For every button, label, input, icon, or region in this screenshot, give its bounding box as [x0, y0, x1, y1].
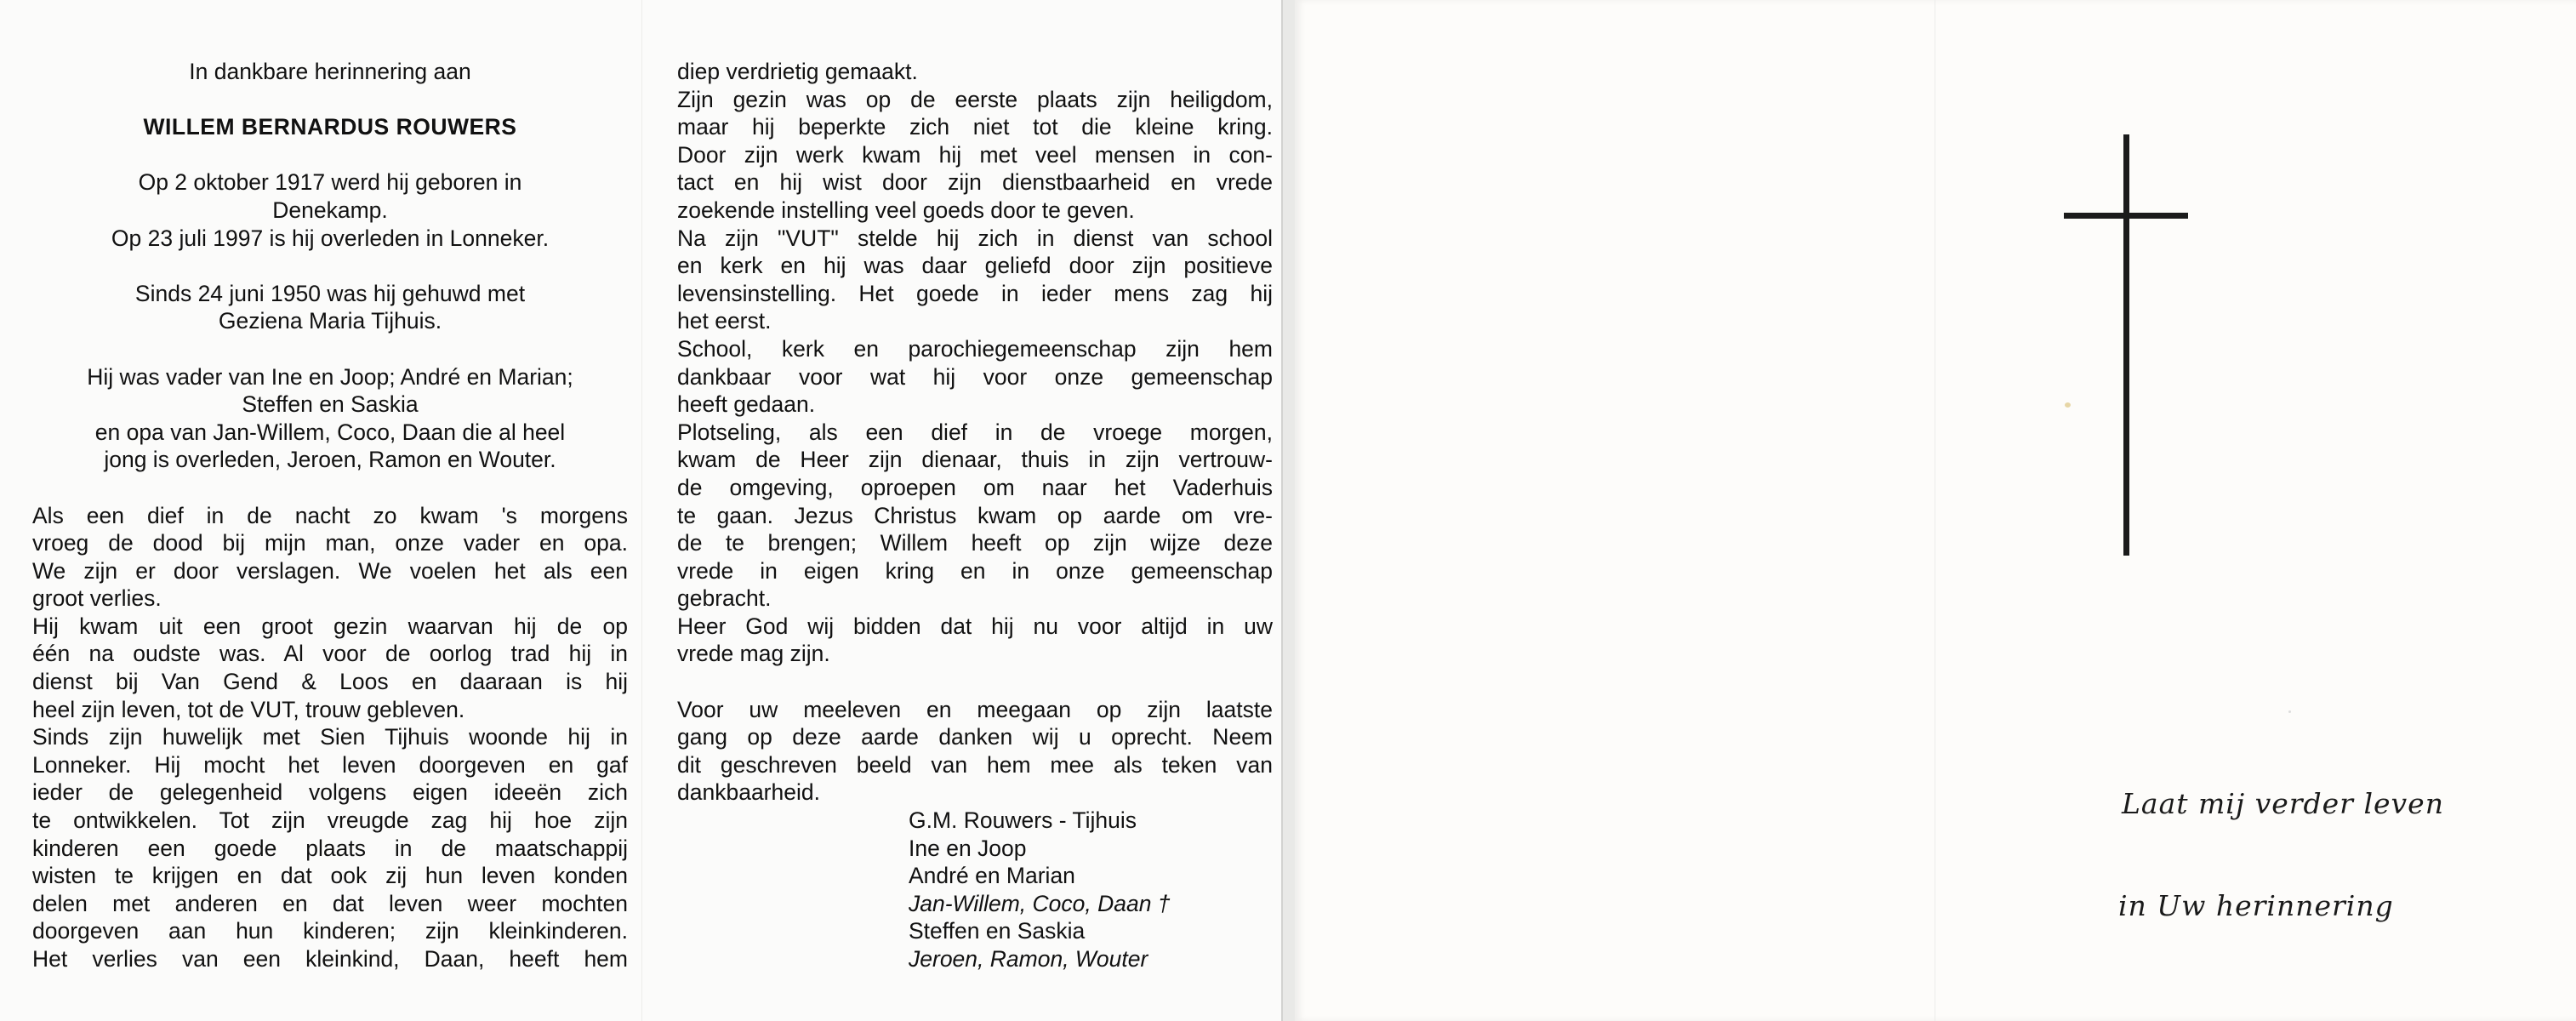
text-line: Door zijn werk kwam hij met veel mensen in con-: [677, 141, 1273, 168]
text-line: gebracht.: [677, 585, 772, 612]
paper-speck: [2065, 402, 2071, 408]
text-line: tact en hij wist door zijn dienstbaarheid en vrede: [677, 169, 1273, 196]
text-line: Plotseling, als een dief in de vroege morgen,: [677, 419, 1273, 445]
text-line: Voor uw meeleven en meegaan op zijn laatste: [677, 696, 1273, 722]
text-line: dit geschreven beeld van hem mee als teken van: [677, 751, 1273, 778]
text-line: wisten te krijgen en dat ook zij hun leven konden: [32, 863, 628, 889]
inner-page: [0, 0, 1283, 1021]
text-column-left: [32, 58, 628, 973]
text-line: groot verlies.: [32, 585, 162, 612]
text-line: dankbaar voor wat hij voor onze gemeenschap: [677, 363, 1273, 390]
marriage-block: [32, 280, 628, 335]
paragraph: [32, 723, 628, 973]
text-line: jong is overleden, Jeroen, Ramon en Wouter.: [104, 447, 556, 473]
text-line: de te brengen; Willem heeft op zijn wijze deze: [677, 530, 1273, 556]
paragraph: [32, 613, 628, 723]
text-line: Geziena Maria Tijhuis.: [218, 308, 442, 334]
text-line: dankbaarheid.: [677, 779, 820, 806]
motto-line: in Uw herinnering: [2118, 889, 2394, 922]
paragraph: [677, 225, 1273, 335]
text-line: Op 23 juli 1997 is hij overleden in Lonneker.: [111, 225, 550, 251]
cross-icon: [2059, 134, 2195, 560]
birth-death-block: [32, 168, 628, 252]
family-block: [32, 363, 628, 474]
signature-line: Jan-Willem, Coco, Daan †: [909, 890, 1171, 916]
signature-line: André en Marian: [909, 863, 1075, 889]
paragraph: [677, 696, 1273, 807]
text-line: delen met anderen en dat leven weer mochten: [32, 890, 628, 916]
text-line: Lonneker. Hij mocht het leven doorgeven en gaf: [32, 751, 628, 778]
text-line: de omgeving, oproepen om naar het Vaderhuis: [677, 474, 1273, 500]
paper-speck: [2288, 710, 2291, 713]
signature-line: Ine en Joop: [909, 835, 1027, 861]
text-line: het eerst.: [677, 308, 772, 334]
cover-page: [1295, 0, 2576, 1021]
text-line: Als een dief in de nacht zo kwam 's morgens: [32, 502, 628, 528]
text-line: doorgeven aan hun kinderen; zijn kleinkinderen.: [32, 918, 628, 944]
text-line: vrede mag zijn.: [677, 641, 830, 667]
text-line: Zijn gezin was op de eerste plaats zijn heiligdom,: [677, 86, 1273, 112]
text-line: heel zijn leven, tot de VUT, trouw gebleven.: [32, 696, 465, 722]
text-line: School, kerk en parochiegemeenschap zijn hem: [677, 335, 1273, 362]
text-line: Sinds 24 juni 1950 was hij gehuwd met: [134, 280, 526, 306]
text-column-right: [677, 58, 1273, 973]
text-line: Het verlies van een kleinkind, Daan, heeft hem: [32, 946, 628, 972]
text-line: te ontwikkelen. Tot zijn vreugde zag hij hoe zijn: [32, 807, 628, 834]
paragraph: [677, 419, 1273, 613]
text-line: dienst bij Van Gend & Loos en daaraan is hij: [32, 669, 628, 695]
text-line: Hij kwam uit een groot gezin waarvan hij de op: [32, 613, 628, 639]
paragraph: [32, 502, 628, 613]
signature-line: Jeroen, Ramon, Wouter: [909, 946, 1148, 972]
text-line: diep verdrietig gemaakt.: [677, 59, 918, 84]
text-line: en kerk en hij was daar geliefd door zijn positieve: [677, 253, 1273, 279]
paragraph: [677, 335, 1273, 419]
signature-block: [909, 807, 1273, 973]
text-line: Op 2 oktober 1917 werd hij geboren in: [138, 169, 522, 196]
text-line: kwam de Heer zijn dienaar, thuis in zijn vertrouw-: [677, 447, 1273, 473]
text-line: gang op deze aarde danken wij u oprecht. Neem: [677, 724, 1273, 750]
motto-line: Laat mij verder leven: [2122, 787, 2444, 820]
text-line: vrede in eigen kring en in onze gemeenschap: [677, 557, 1273, 584]
text-line: één na oudste was. Al voor de oorlog trad hij in: [32, 641, 628, 667]
text-line: ieder de gelegenheid volgens eigen ideeën zich: [32, 779, 628, 806]
text-line: Heer God wij bidden dat hij nu voor altijd in uw: [677, 613, 1273, 639]
text-line: vroeg de dood bij mijn man, onze vader en opa.: [32, 530, 628, 556]
signature-line: G.M. Rouwers - Tijhuis: [909, 807, 1137, 834]
text-line: We zijn er door verslagen. We voelen het als een: [32, 557, 628, 584]
text-line: Na zijn "VUT" stelde hij zich in dienst van school: [677, 225, 1273, 251]
text-line: kinderen een goede plaats in de maatschappij: [32, 835, 628, 861]
signature-line: Steffen en Saskia: [909, 918, 1086, 944]
text-line: heeft gedaan.: [677, 391, 816, 418]
text-line: maar hij beperkte zich niet tot die kleine kring.: [677, 114, 1273, 140]
paragraph: [677, 613, 1273, 668]
text-line: Sinds zijn huwelijk met Sien Tijhuis woonde hij in: [32, 724, 628, 750]
text-line: en opa van Jan-Willem, Coco, Daan die al heel: [94, 419, 566, 445]
fold-line: [641, 0, 642, 1021]
paragraph: [677, 58, 1273, 225]
deceased-name: WILLEM BERNARDUS ROUWERS: [143, 114, 517, 140]
text-line: Denekamp.: [272, 197, 388, 223]
text-line: te gaan. Jezus Christus kwam op aarde om vre-: [677, 502, 1273, 528]
text-line: Steffen en Saskia: [242, 391, 419, 418]
intro-line: In dankbare herinnering aan: [189, 59, 471, 84]
text-line: Hij was vader van Ine en Joop; André en Marian;: [87, 363, 573, 390]
text-line: levensinstelling. Het goede in ieder mens zag hij: [677, 280, 1273, 306]
text-line: zoekende instelling veel goeds door te geven.: [677, 197, 1135, 223]
